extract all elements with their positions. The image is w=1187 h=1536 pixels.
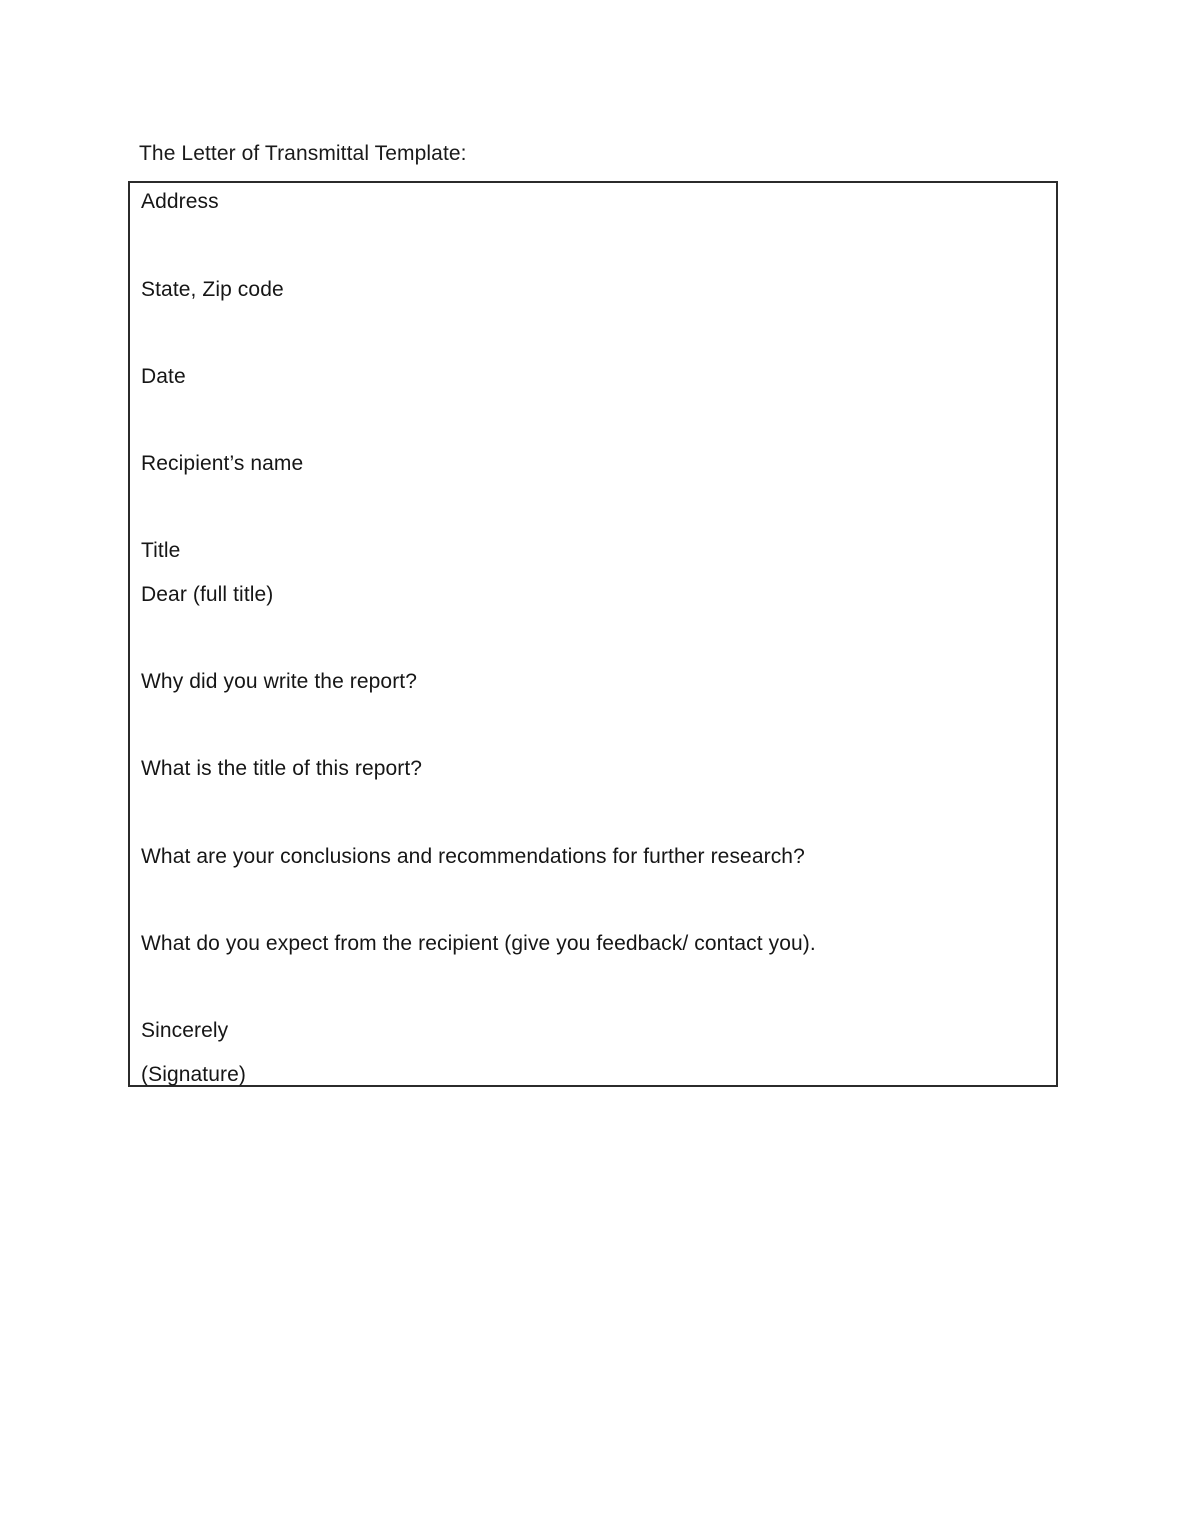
template-line: What are your conclusions and recommendations for further research? xyxy=(141,845,805,868)
template-line: Address xyxy=(141,190,219,213)
page-title: The Letter of Transmittal Template: xyxy=(139,142,467,165)
template-line: Title xyxy=(141,539,181,562)
template-line: What do you expect from the recipient (give you feedback/ contact you). xyxy=(141,932,816,955)
template-line: (Signature) xyxy=(141,1063,246,1086)
template-line: Date xyxy=(141,365,186,388)
template-line: State, Zip code xyxy=(141,278,284,301)
template-line: Sincerely xyxy=(141,1019,229,1042)
template-line: Recipient’s name xyxy=(141,452,304,475)
template-line: What is the title of this report? xyxy=(141,757,423,780)
template-line: Why did you write the report? xyxy=(141,670,418,693)
template-line: Dear (full title) xyxy=(141,583,274,606)
letter-template-box xyxy=(128,181,1058,1087)
template-box-content xyxy=(130,183,1056,1085)
